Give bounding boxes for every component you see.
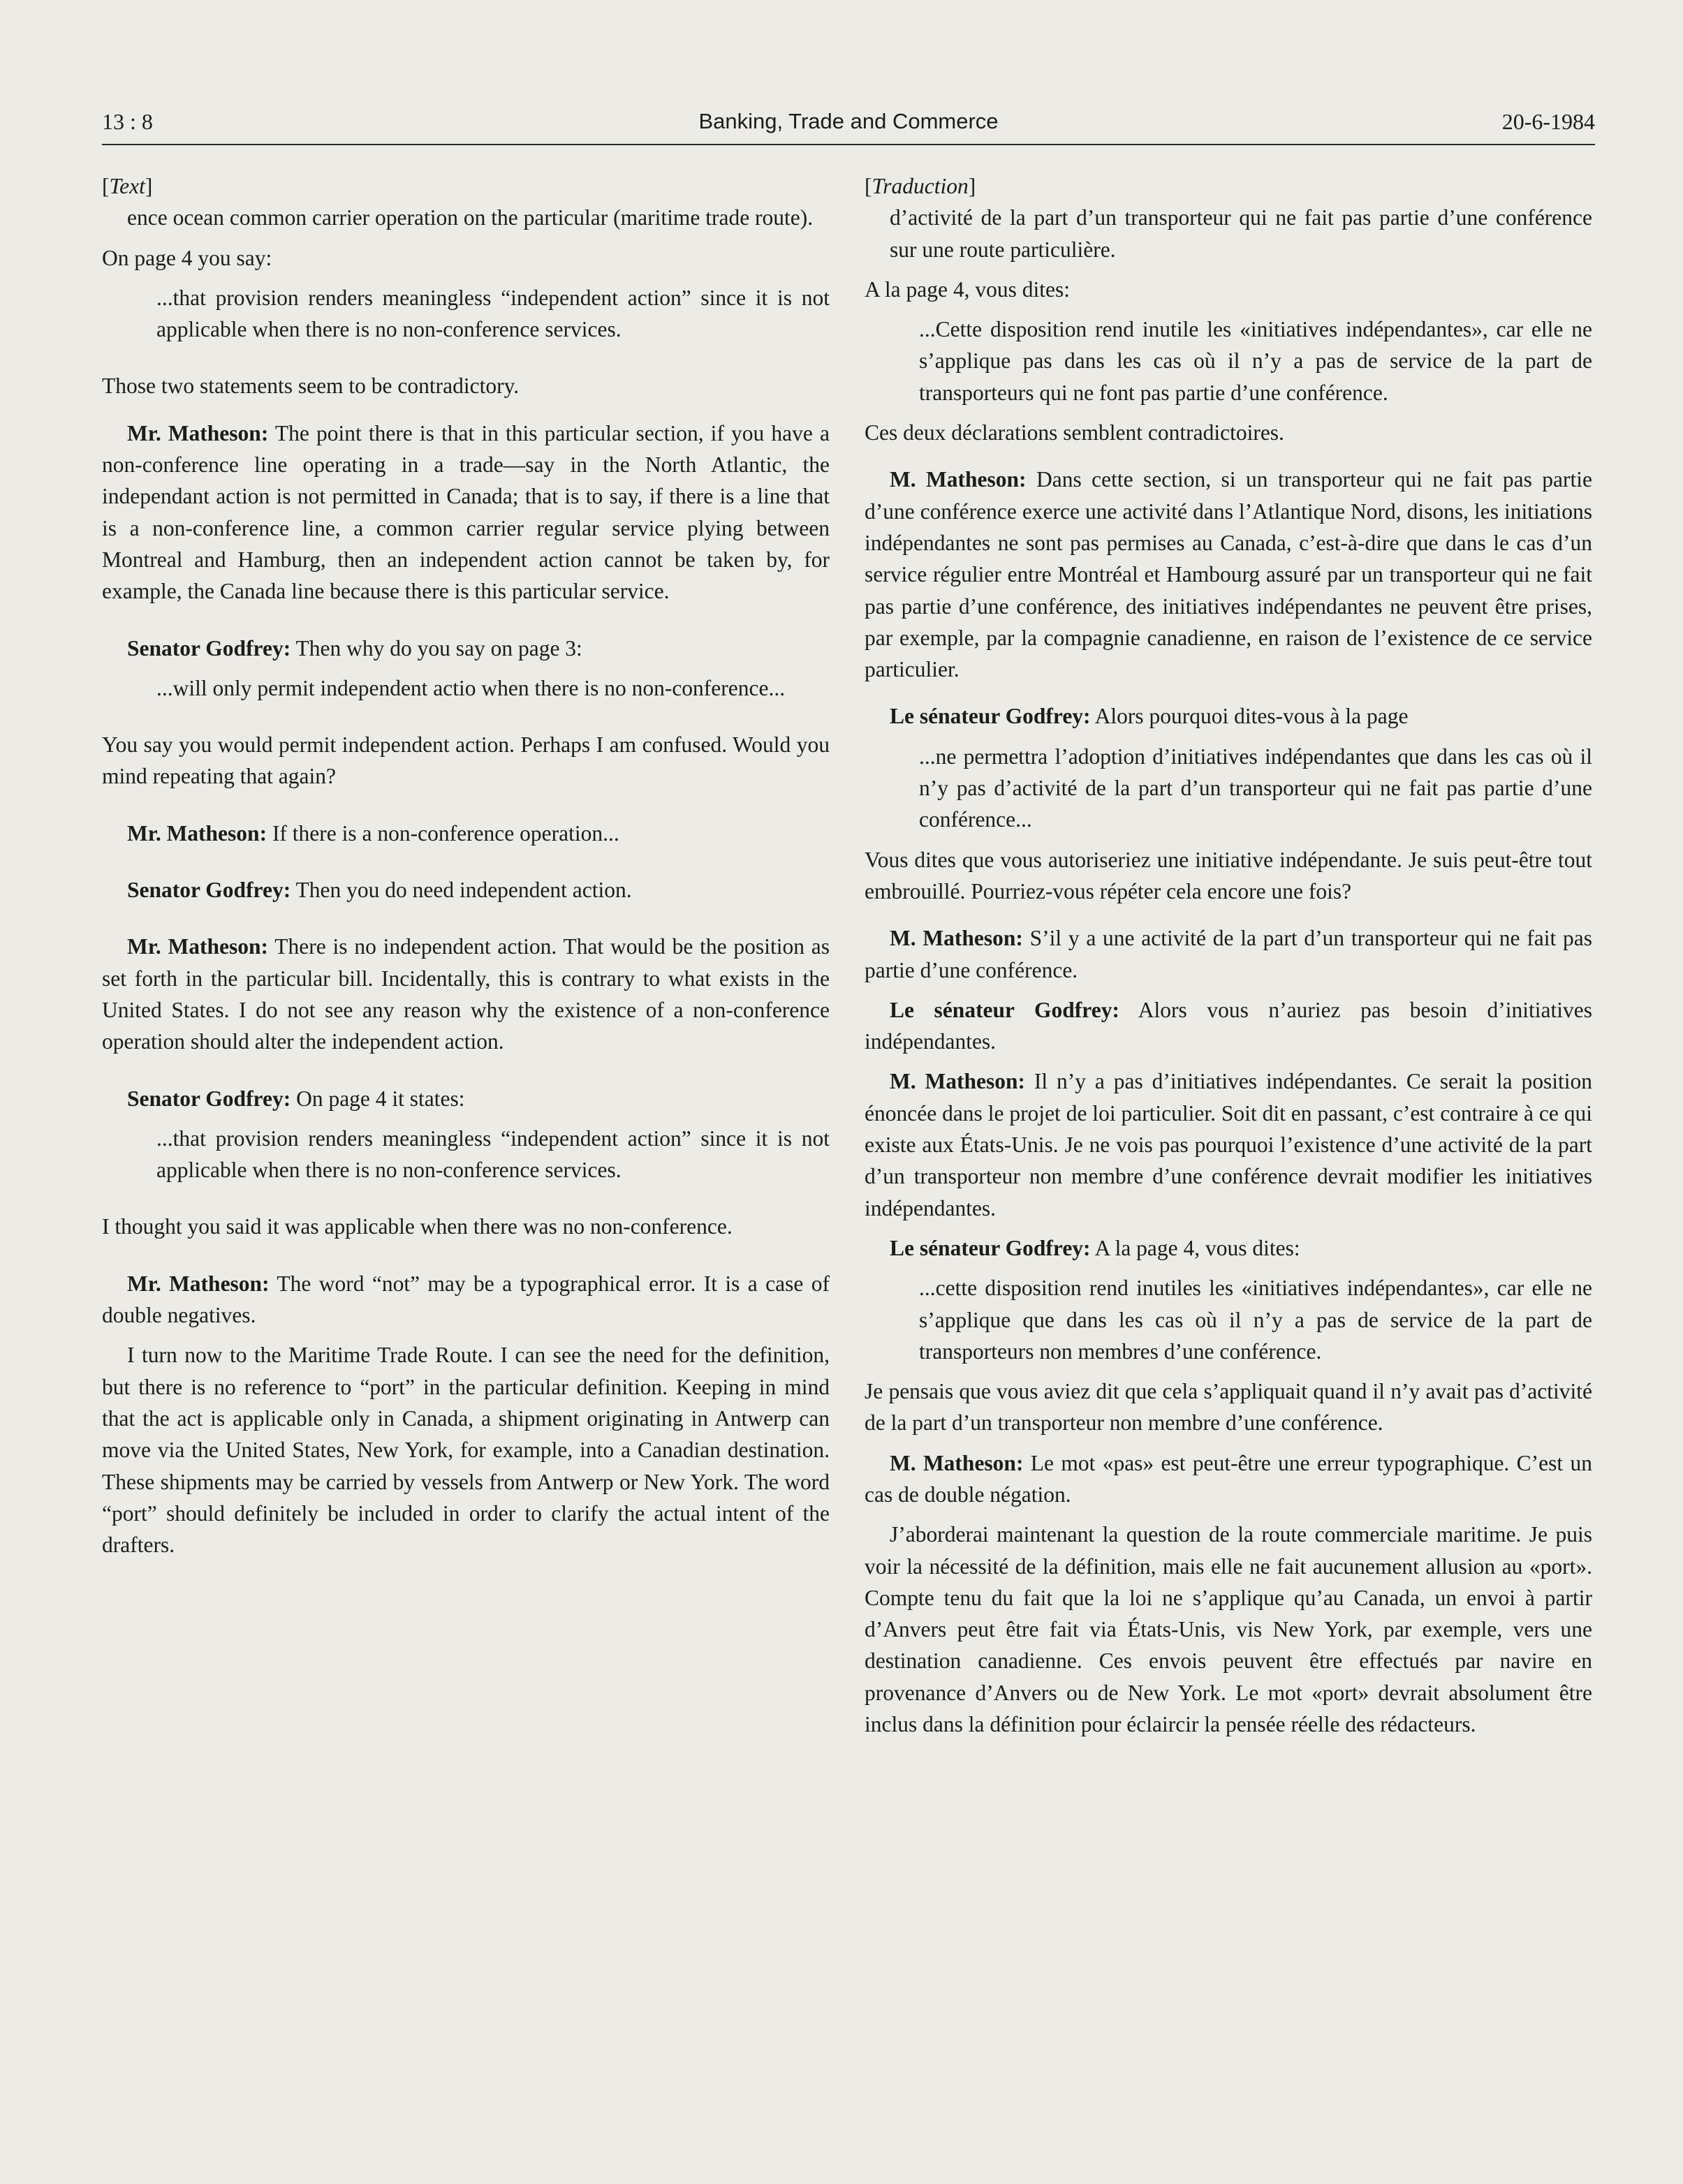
paragraph: Those two statements seem to be contradictory. [102, 374, 520, 399]
quotation: ...will only permit independent actio when there is no non-conference... [156, 675, 786, 700]
speech-paragraph [865, 1065, 1592, 1223]
speech-paragraph [865, 464, 1592, 685]
speech-paragraph [865, 1232, 1592, 1264]
speech-paragraph [102, 931, 830, 1057]
speech-text: The point there is that in this particular section, if you have a non-conference line operating in a trade—say in the North Atlantic, the independant action is not permitted in Canada; that is to say, if there is a line that is a non-conference line, a common carrier regular service plying between Montreal and Hamburg, then an independent action cannot be taken by, for example, the Canada line because there is this particular service. [102, 420, 830, 604]
speaker-name: Mr. Matheson: [127, 420, 269, 445]
quotation: ...that provision renders meaningless “independent action” since it is not applicable when there is no non-conference services. [156, 1126, 830, 1183]
speech-text: Il n’y a pas d’initiatives indépendantes. Ce serait la position énoncée dans le projet de loi particulier. Soit dit en passant, c’est contraire à ce qui existe aux États-Unis. Je ne vois pas pourquoi l’existence d’une activité de la part d’un transporteur non membre d’une conférence devrait modifier les initiatives indépendantes. [865, 1069, 1592, 1220]
speaker-name: Le sénateur Godfrey: [890, 704, 1091, 729]
speech-paragraph [865, 994, 1592, 1058]
speaker-name: Senator Godfrey: [127, 635, 291, 661]
speech-text: Alors pourquoi dites-vous à la page [1090, 704, 1409, 729]
paragraph: I turn now to the Maritime Trade Route. I can see the need for the definition, but there is no reference to “port” in the particular definition. Keeping in mind that the act is applicable only in Canada, a shipment originating in Antwerp can move via the United States, New York, for example, into a Canadian destination. These shipments may be carried by vessels from Antwerp or New York. The word “port” should definitely be included in order to clarify the actual intent of the drafters. [102, 1343, 830, 1558]
speaker-name: Senator Godfrey: [127, 878, 291, 903]
speech-text: A la page 4, vous dites: [1090, 1235, 1300, 1260]
speech-text: Then you do need independent action. [291, 878, 632, 903]
speech-text: S’il y a une activité de la part d’un transporteur qui ne fait pas partie d’une conférence. [865, 926, 1592, 982]
paragraph: ence ocean common carrier operation on the particular (maritime trade route). [127, 205, 814, 230]
speech-paragraph [102, 1083, 830, 1114]
speaker-name: Mr. Matheson: [127, 820, 267, 846]
column-tag-text: [Text] [102, 174, 153, 198]
speaker-name: M. Matheson: [890, 467, 1027, 492]
quotation: ...that provision renders meaningless “independent action” since it is not applicable when there is no non-conference services. [156, 285, 830, 342]
speaker-name: Mr. Matheson: [127, 934, 268, 959]
speaker-name: Le sénateur Godfrey: [890, 1235, 1091, 1260]
paragraph: Ces deux déclarations semblent contradictoires. [865, 420, 1284, 445]
speech-text: If there is a non-conference operation... [267, 820, 619, 846]
speech-paragraph [102, 874, 830, 906]
paragraph: A la page 4, vous dites: [865, 276, 1070, 302]
paragraph: Je pensais que vous aviez dit que cela s’appliquait quand il n’y avait pas d’activité de la part d’un transporteur non membre d’une conférence. [865, 1379, 1592, 1436]
paragraph: I thought you said it was applicable when there was no non-conference. [102, 1214, 733, 1239]
speech-text: Dans cette section, si un transporteur qui ne fait pas partie d’une conférence exerce une activité dans l’Atlantique Nord, disons, les initiations indépendantes ne sont pas permises au Canada, c’est-à-dire que dans le cas d’un service régulier entre Montréal et Hambourg assuré par un transporteur qui ne fait pas partie d’une conférence, des initiatives indépendantes ne peuvent être prises, par exemple, par la compagnie canadienne, en raison de l’existence de ce service particulier. [865, 467, 1592, 682]
page-reference: 13 : 8 [102, 109, 153, 134]
speech-text: On page 4 it states: [291, 1086, 465, 1111]
page-date: 20-6-1984 [1501, 109, 1595, 134]
speech-paragraph [102, 633, 830, 664]
speech-text: Le mot «pas» est peut-être une erreur typographique. C’est un cas de double négation. [865, 1450, 1592, 1507]
speech-paragraph [102, 818, 830, 849]
speech-text: Then why do you say on page 3: [291, 635, 582, 661]
quotation: ...Cette disposition rend inutile les «initiatives indépendantes», car elle ne s’applique pas dans les cas où il n’y a pas de service de la part de transporteurs qui ne font pas partie d’une conférence. [919, 317, 1592, 405]
speaker-name: M. Matheson: [890, 1069, 1025, 1094]
speech-paragraph [102, 418, 830, 607]
paragraph: Vous dites que vous autoriseriez une initiative indépendante. Je suis peut-être tout embrouillé. Pourriez-vous répéter cela encore une fois? [865, 847, 1592, 903]
quotation: ...cette disposition rend inutiles les «initiatives indépendantes», car elle ne s’applique que dans les cas où il n’y a pas de service de la part de transporteurs non membres d’une conférence. [919, 1276, 1592, 1364]
speaker-name: Le sénateur Godfrey: [890, 997, 1119, 1022]
speech-paragraph [865, 1447, 1592, 1511]
english-column [102, 170, 830, 1560]
paragraph: d’activité de la part d’un transporteur qui ne fait pas partie d’une conférence sur une route particulière. [890, 205, 1592, 262]
paragraph: On page 4 you say: [102, 245, 272, 270]
page-title: Banking, Trade and Commerce [698, 109, 999, 133]
paragraph: You say you would permit independent action. Perhaps I am confused. Would you mind repeating that again? [102, 732, 830, 789]
paragraph: J’aborderai maintenant la question de la route commerciale maritime. Je puis voir la nécessité de la définition, mais elle ne fait aucunement allusion au «port». Compte tenu du fait que la loi ne s’applique qu’au Canada, un envoi à partir d’Anvers peut être fait via États-Unis, vis New York, par exemple, vers une destination canadienne. Ces envois peuvent être effectués par navire en provenance d’Anvers ou de New York. Le mot «port» devrait absolument être inclus dans la définition pour éclaircir la pensée réelle des rédacteurs. [865, 1522, 1592, 1737]
speech-paragraph [865, 922, 1592, 986]
speech-paragraph [865, 700, 1592, 732]
speaker-name: M. Matheson: [890, 1450, 1024, 1475]
speech-text: Alors vous n’auriez pas besoin d’initiatives indépendantes. [865, 997, 1592, 1054]
speaker-name: M. Matheson: [890, 926, 1023, 951]
french-column [865, 170, 1592, 1740]
speaker-name: Mr. Matheson: [127, 1271, 270, 1296]
quotation: ...ne permettra l’adoption d’initiatives indépendantes que dans les cas où il n’y pas d’activité de la part d’un transporteur qui ne fait pas partie d’une conférence... [919, 744, 1592, 832]
speech-text: There is no independent action. That would be the position as set forth in the particular bill. Incidentally, this is contrary to what exists in the United States. I do not see any reason why the existence of a non-conference operation should alter the independent action. [102, 934, 830, 1054]
speech-paragraph [102, 1268, 830, 1331]
page-header [102, 105, 1595, 145]
column-tag-traduction: [Traduction] [865, 174, 976, 198]
speaker-name: Senator Godfrey: [127, 1086, 291, 1111]
speech-text: The word “not” may be a typographical error. It is a case of double negatives. [102, 1271, 830, 1328]
